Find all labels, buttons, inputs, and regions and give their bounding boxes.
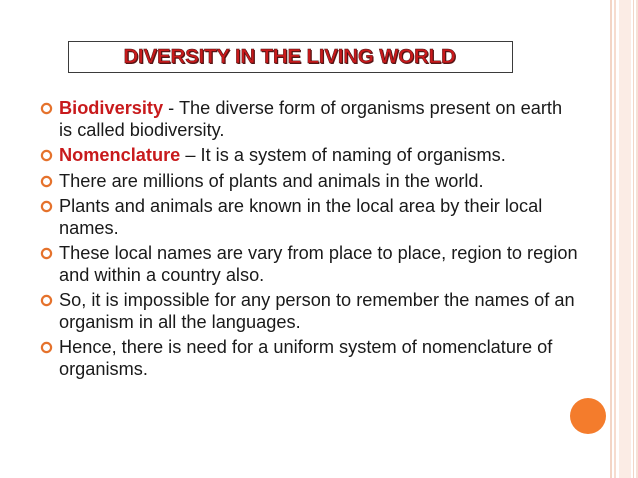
bullet-circle-icon bbox=[40, 294, 53, 307]
bullet-item bbox=[40, 196, 580, 239]
slide-title: DIVERSITY IN THE LIVING WORLD bbox=[123, 45, 456, 68]
bullet-list bbox=[40, 98, 580, 384]
bullet-text: - The diverse form of organisms present on earth is called biodiversity. bbox=[59, 98, 563, 140]
bullet-item bbox=[40, 290, 580, 333]
bullet-text: So, it is impossible for any person to remember the names of an organism in all the languages. bbox=[59, 290, 575, 332]
bullet-item bbox=[40, 145, 580, 167]
bullet-term: Biodiversity bbox=[59, 98, 164, 118]
bullet-text: Plants and animals are known in the local area by their local names. bbox=[59, 196, 543, 238]
bullet-term: Nomenclature bbox=[59, 145, 181, 165]
bullet-item bbox=[40, 243, 580, 286]
bullet-text: – It is a system of naming of organisms. bbox=[180, 145, 506, 165]
bullet-item bbox=[40, 98, 580, 141]
bullet-text: These local names are vary from place to place, region to region and within a country also. bbox=[59, 243, 578, 285]
bullet-circle-icon bbox=[40, 149, 53, 162]
bullet-item bbox=[40, 171, 580, 193]
side-stripe bbox=[610, 0, 612, 478]
bullet-circle-icon bbox=[40, 200, 53, 213]
side-stripe bbox=[633, 0, 634, 478]
bullet-text: There are millions of plants and animals in the world. bbox=[59, 170, 484, 191]
bullet-circle-icon bbox=[40, 175, 53, 188]
side-stripe bbox=[614, 0, 616, 478]
bullet-item bbox=[40, 337, 580, 380]
bullet-circle-icon bbox=[40, 341, 53, 354]
orange-circle-decoration bbox=[570, 398, 606, 434]
bullet-text: Hence, there is need for a uniform system of nomenclature of organisms. bbox=[59, 337, 553, 379]
bullet-circle-icon bbox=[40, 247, 53, 260]
side-stripe bbox=[619, 0, 631, 478]
bullet-circle-icon bbox=[40, 102, 53, 115]
slide-title-box bbox=[68, 41, 513, 73]
